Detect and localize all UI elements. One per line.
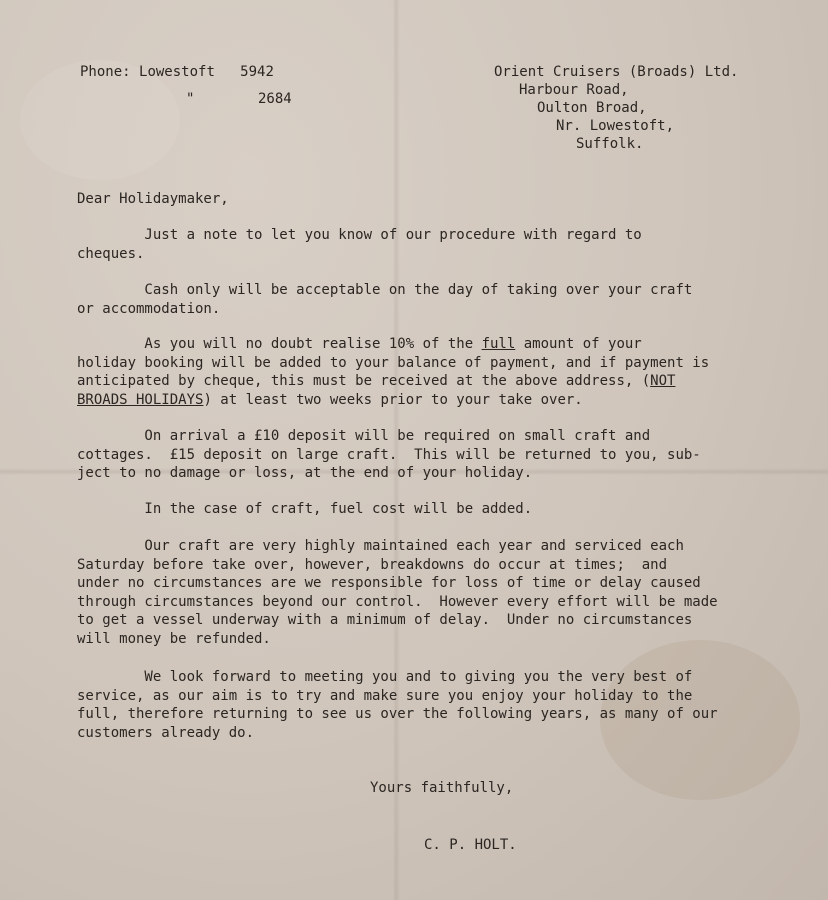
company-name: Orient Cruisers (Broads) Ltd. [494, 64, 739, 80]
address-line-4: Suffolk. [576, 136, 644, 152]
paragraph-line: cottages. £15 deposit on large craft. This will be returned to you, sub- [77, 446, 701, 463]
paragraph-line: Just a note to let you know of our procedure with regard to [77, 227, 642, 243]
phone-town: Lowestoft [139, 64, 215, 80]
paragraph-3 [77, 335, 777, 409]
paragraph-line: cheques. [77, 245, 145, 262]
phone-number-1: 5942 [240, 64, 274, 80]
paragraph-line: customers already do. [77, 724, 255, 741]
paragraph-line: ject to no damage or loss, at the end of your holiday. [77, 465, 533, 481]
text-run: ) at least two weeks prior to your take over. [203, 391, 583, 408]
paragraph-2 [77, 281, 777, 318]
closing: Yours faithfully, [370, 780, 514, 796]
underlined-word-not: NOT [650, 373, 676, 389]
paragraph-line: We look forward to meeting you and to giving you the very best of [77, 669, 693, 685]
paragraph-line: full, therefore returning to see us over the following years, as many of our [77, 706, 718, 722]
paragraph-line: through circumstances beyond our control. However every effort will be made [77, 593, 718, 610]
paragraph-6 [77, 537, 777, 648]
paragraph-line: will money be refunded. [77, 630, 271, 647]
paragraph-line: Cash only will be acceptable on the day of taking over your craft [77, 282, 693, 298]
paragraph-5 [77, 500, 777, 519]
phone-block [80, 63, 274, 81]
paragraph-line: or accommodation. [77, 300, 221, 317]
text-run: amount of your [515, 336, 642, 352]
paragraph-line: Saturday before take over, however, breakdowns do occur at times; and [77, 556, 668, 573]
address-line-2: Oulton Broad, [537, 100, 647, 116]
signatory: C. P. HOLT. [424, 837, 517, 853]
paragraph-line: On arrival a £10 deposit will be required on small craft and [77, 428, 651, 444]
text-run: As you will no doubt realise 10% of the [77, 336, 482, 352]
paragraph-line: to get a vessel underway with a minimum of delay. Under no circumstances [77, 612, 693, 628]
paragraph-7 [77, 668, 777, 742]
paragraph-1 [77, 226, 777, 263]
underlined-word-full: full [481, 336, 516, 352]
ditto-mark: " [186, 91, 195, 107]
address-line-1: Harbour Road, [519, 82, 629, 98]
paragraph-line: service, as our aim is to try and make sure you enjoy your holiday to the [77, 687, 693, 704]
text-run: anticipated by cheque, this must be received at the above address, ( [77, 373, 651, 389]
salutation: Dear Holidaymaker, [77, 191, 229, 207]
underlined-broads-holidays: BROADS HOLIDAYS [77, 391, 204, 408]
paragraph-line: Our craft are very highly maintained each year and serviced each [77, 538, 684, 554]
paragraph-line [77, 372, 777, 391]
paragraph-line: In the case of craft, fuel cost will be added. [77, 501, 533, 517]
paragraph-4 [77, 427, 777, 483]
paragraph-line: under no circumstances are we responsible for loss of time or delay caused [77, 575, 701, 591]
paragraph-line [77, 335, 777, 354]
paragraph-line [77, 391, 777, 410]
phone-label: Phone: [80, 64, 131, 80]
paragraph-line: holiday booking will be added to your balance of payment, and if payment is [77, 354, 710, 371]
address-line-3: Nr. Lowestoft, [556, 118, 675, 134]
phone-number-2: 2684 [258, 91, 292, 107]
